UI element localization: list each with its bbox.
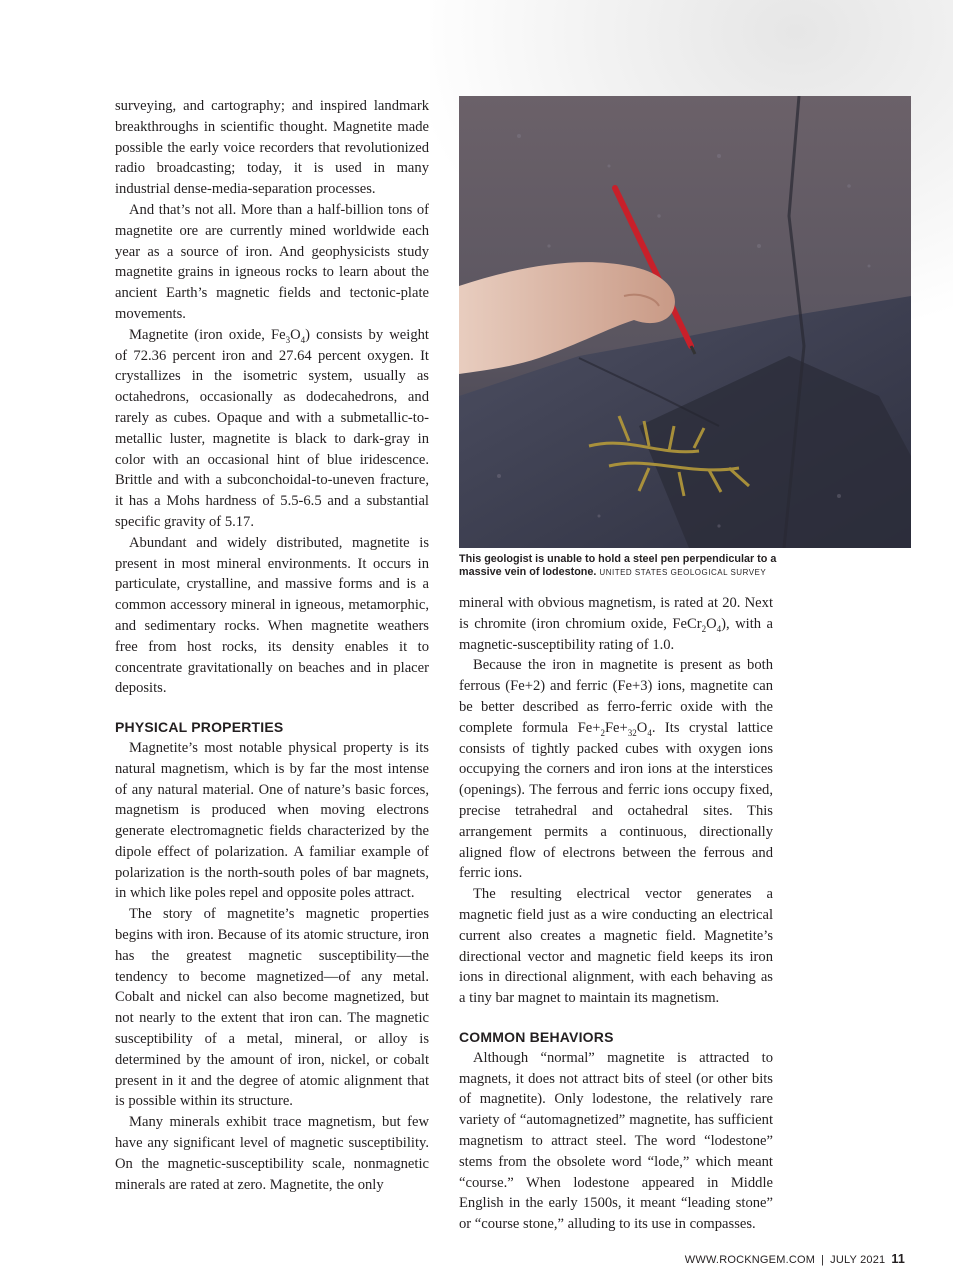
section-heading: PHYSICAL PROPERTIES bbox=[115, 719, 284, 736]
issue-date: JULY 2021 bbox=[830, 1254, 886, 1266]
paragraph: And that’s not all. More than a half-billion tons of magnetite ore are currently mined worldwide each year as a source of iron. And geophysicists study magnetite grains in igneous rocks to learn about the ancient Earth’s magnetic fields and tectonic-plate movements. bbox=[115, 201, 429, 322]
text-run: Fe+ bbox=[604, 719, 628, 736]
text-run: . Its crystal lattice consists of tightly packed cubes with oxygen ions occupying the corners and iron ions at the interstices (openings). The ferrous and ferric ions occupy fixed, precise tetrahedral and octahedral sites. This arrangement permits a continuous, directionally aligned flow of electrons between the ferrous and ferric ions. bbox=[459, 719, 773, 882]
photo-credit: UNITED STATES GEOLOGICAL SURVEY bbox=[599, 568, 767, 577]
caption-text: This geologist is unable to hold a steel pen perpendicular to a massive vein of lodestone. bbox=[459, 553, 777, 578]
page-number: 11 bbox=[891, 1252, 905, 1266]
text-run: O bbox=[636, 719, 648, 736]
text-run: ) consists by weight of 72.36 percent iron and 27.64 percent oxygen. It crystallizes in the isometric system, usually as octahedrons, occasionally as dodecahedrons, and rarely as cubes. Opaque and with a submetallic-to-metallic luster, magnetite is black to dark-gray in color with an occasional hint of blue iridescence. Brittle and with a subconchoidal-to-uneven fracture, it has a Mohs hardness of 5.5-6.5 and a substantial specific gravity of 5.17. bbox=[115, 326, 429, 530]
article-left-column bbox=[115, 96, 429, 1195]
subscript: 4 bbox=[300, 334, 306, 345]
paragraph: Abundant and widely distributed, magnetite is present in most mineral environments. It occurs in particulate, crystalline, and massive forms and is a common accessory mineral in igneous, metamorphic, and sedimentary rocks. When magnetite weathers free from host rocks, its density enables it to concentrate gravitationally on beaches and in placer deposits. bbox=[115, 534, 429, 697]
text-run: Because the iron in magnetite is present as both ferrous (Fe+2) and ferric (Fe+3) ions, magnetite can be better described as ferro-ferric oxide with the complete formula Fe+ bbox=[459, 657, 773, 736]
text-run: mineral with obvious magnetism, is rated at 20. Next is chromite (iron chromium oxide, FeCr bbox=[459, 595, 773, 632]
text-run: O bbox=[290, 326, 301, 343]
lodestone-photo bbox=[459, 96, 911, 548]
text-run: Magnetite (iron oxide, Fe bbox=[129, 326, 286, 343]
website-link[interactable]: WWW.ROCKNGEM.COM bbox=[684, 1254, 816, 1266]
subscript: 2 bbox=[600, 727, 605, 738]
footer-separator: | bbox=[821, 1254, 825, 1266]
paragraph: Many minerals exhibit trace magnetism, but few have any significant level of magnetic susceptibility. On the magnetic-susceptibility scale, nonmagnetic minerals are rated at zero. Magnetite, the only bbox=[115, 1114, 429, 1193]
paragraph: Magnetite’s most notable physical property is its natural magnetism, which is by far the most intense of any natural material. One of nature’s basic forces, magnetism is produced when moving electrons generate electromagnetic fields characterized by the dipole effect of polarization. A familiar example of polarization is the north-south poles of bar magnets, in which like poles repel and opposite poles attract. bbox=[115, 739, 429, 902]
paragraph bbox=[115, 325, 429, 533]
paragraph: The resulting electrical vector generates a magnetic field just as a wire conducting an electrical current also creates a magnetic field. Magnetite’s directional vector and magnetic field keeps its iron ions in directional alignment, with each behaving as a tiny bar magnet to maintain its magnetism. bbox=[459, 886, 773, 1007]
subscript: 4 bbox=[716, 623, 722, 634]
subscript: 4 bbox=[647, 727, 652, 738]
paragraph bbox=[459, 593, 773, 655]
photo-caption bbox=[459, 553, 819, 579]
paragraph bbox=[459, 655, 773, 884]
paragraph: Although “normal” magnetite is attracted to magnets, it does not attract bits of steel (or other bits of magnetite). Only lodestone, the relatively rare variety of “automagnetized” magnetite, has sufficient magnetism to attract steel. The word “lodestone” stems from the obsolete word “lode,” which meant “course.” When lodestone appeared in Middle English in the early 1500s, it meant “leading stone” or “course stone,” alluding to its use in compasses. bbox=[459, 1049, 773, 1233]
subscript: 3 bbox=[285, 334, 291, 345]
subscript: 32 bbox=[627, 727, 637, 738]
paragraph: The story of magnetite’s magnetic properties begins with iron. Because of its atomic structure, iron has the greatest magnetic susceptibility—the tendency to become magnetized—of any metal. Cobalt and nickel can also become magnetized, but not nearly to the extent that iron can. The magnetic susceptibility of a metal, mineral, or alloy is determined by the amount of iron, nickel, or cobalt present in it and the degree of atomic alignment that is possible within its structure. bbox=[115, 906, 429, 1110]
text-run: ), with a magnetic-susceptibility rating of 1.0. bbox=[459, 615, 773, 653]
photo-illustration bbox=[459, 96, 911, 548]
page-footer bbox=[685, 1252, 905, 1266]
text-run: O bbox=[706, 615, 717, 632]
paragraph: surveying, and cartography; and inspired landmark breakthroughs in scientific thought. Magnetite made possible the early voice recorders that revolutionized radio broadcasting; today, it is used in many industrial dense-media-separation processes. bbox=[115, 98, 429, 198]
article-right-column bbox=[459, 593, 773, 1235]
subscript: 2 bbox=[701, 623, 707, 634]
section-heading: COMMON BEHAVIORS bbox=[459, 1028, 614, 1045]
